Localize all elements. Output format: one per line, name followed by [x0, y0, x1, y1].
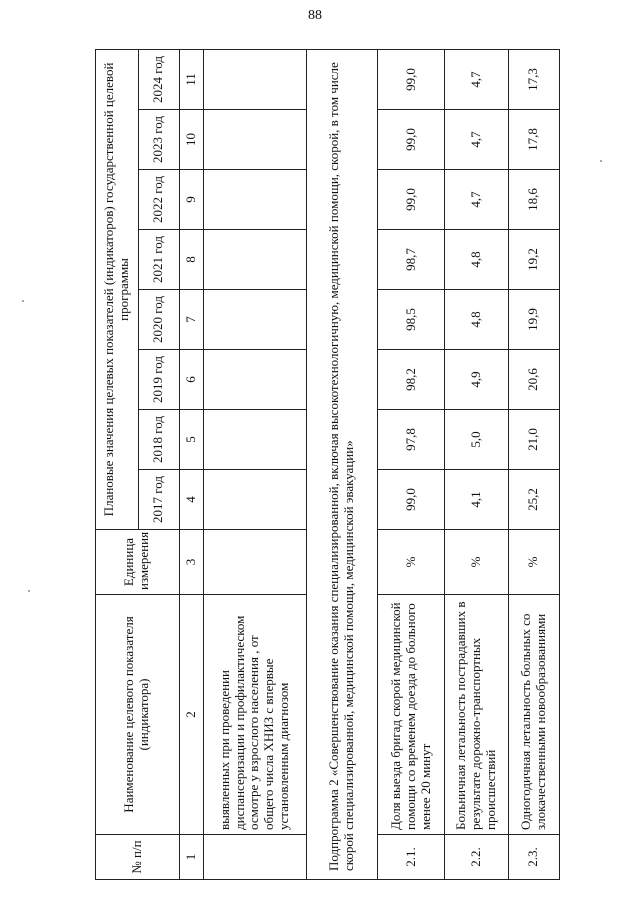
header-num: № п/п: [96, 835, 180, 880]
page-number: 88: [308, 8, 322, 23]
row-value: 18,6: [508, 170, 559, 230]
row-value: 97,8: [378, 410, 445, 470]
header-year: 2018 год: [138, 410, 179, 470]
subprogram-row: [306, 49, 378, 879]
col-number: 6: [179, 350, 204, 410]
header-year: 2021 год: [138, 230, 179, 290]
row-unit: %: [378, 530, 445, 595]
row-value: 20,6: [508, 350, 559, 410]
header-year: 2022 год: [138, 170, 179, 230]
row-value: 4,7: [445, 170, 508, 230]
row-value: 5,0: [445, 410, 508, 470]
row-value: 19,2: [508, 230, 559, 290]
table-row: [378, 49, 445, 879]
column-number-row: [179, 49, 204, 879]
col-number: 9: [179, 170, 204, 230]
header-planned: Плановые значения целевых показателей (индикаторов) государственной целевой программы: [96, 49, 139, 529]
row-value: 99,0: [378, 470, 445, 530]
scan-speck: [600, 160, 602, 162]
col-number: 1: [179, 835, 204, 880]
row-num: 2.1.: [378, 835, 445, 880]
header-year: 2017 год: [138, 470, 179, 530]
row-value: 4,9: [445, 350, 508, 410]
row-value: 4,8: [445, 230, 508, 290]
col-number: 7: [179, 290, 204, 350]
row-value: 4,8: [445, 290, 508, 350]
row-value: 4,7: [445, 110, 508, 170]
col-number: 8: [179, 230, 204, 290]
col-number: 11: [179, 49, 204, 109]
row-value: 98,2: [378, 350, 445, 410]
row-name: выявленных при проведении диспансеризации и профилактическом осмотре у взрослого населения , от общего числа ХНИЗ с впервые установленным диагнозом: [204, 595, 306, 835]
row-name: Больничная летальность пострадавших в результате дорожно-транспортных происшествий: [445, 595, 508, 835]
row-value: 4,7: [445, 49, 508, 109]
row-value: 19,9: [508, 290, 559, 350]
scan-speck: [28, 590, 30, 592]
row-num: 2.2.: [445, 835, 508, 880]
row-name: Одногодичная летальность больных со злокачественными новообразованиями: [508, 595, 559, 835]
col-number: 4: [179, 470, 204, 530]
header-year: 2019 год: [138, 350, 179, 410]
scan-speck: [22, 300, 24, 302]
table-row: [445, 49, 508, 879]
col-number: 2: [179, 595, 204, 835]
col-number: 10: [179, 110, 204, 170]
indicators-table: [95, 49, 560, 880]
table-row: [508, 49, 559, 879]
col-number: 3: [179, 530, 204, 595]
col-number: 5: [179, 410, 204, 470]
row-value: 21,0: [508, 410, 559, 470]
header-unit: Единица измерения: [96, 530, 180, 595]
row-num: [204, 835, 306, 880]
row-unit: %: [508, 530, 559, 595]
header-year: 2024 год: [138, 49, 179, 109]
row-num: 2.3.: [508, 835, 559, 880]
subprogram-title: Подпрограмма 2 «Совершенствование оказания специализированной, включая высокотехнологичную, медицинской помощи, скорой, в том числе скорой специализированной, медицинской помощи, медицинской эвакуации»: [306, 49, 378, 879]
continuation-row: [204, 49, 306, 879]
row-name: Доля выезда бригад скорой медицинской помощи со временем доезда до больного менее 20 минут: [378, 595, 445, 835]
row-value: 99,0: [378, 49, 445, 109]
rotated-table-container: [95, 50, 560, 880]
row-unit: %: [445, 530, 508, 595]
row-value: 25,2: [508, 470, 559, 530]
row-value: 17,3: [508, 49, 559, 109]
header-name: Наименование целевого показателя (индикатора): [96, 595, 180, 835]
row-value: 99,0: [378, 110, 445, 170]
header-year: 2020 год: [138, 290, 179, 350]
header-year: 2023 год: [138, 110, 179, 170]
row-value: 4,1: [445, 470, 508, 530]
row-value: 99,0: [378, 170, 445, 230]
row-value: 17,8: [508, 110, 559, 170]
row-value: 98,5: [378, 290, 445, 350]
row-value: 98,7: [378, 230, 445, 290]
